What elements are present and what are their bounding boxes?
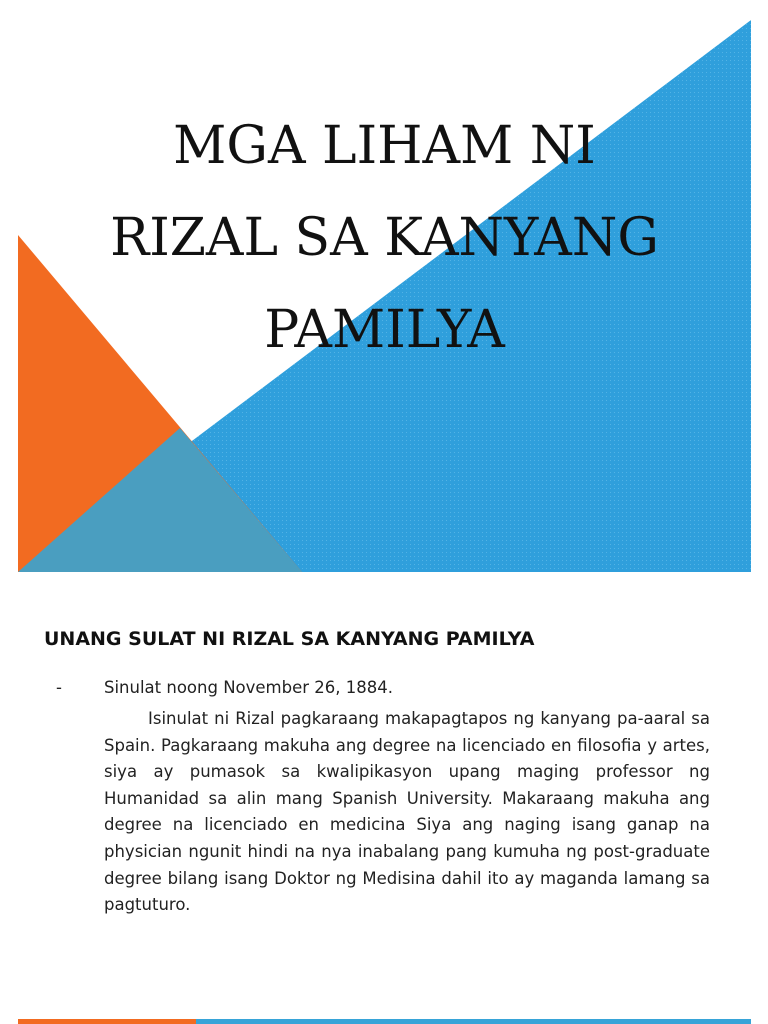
- bullet-item: [56, 678, 393, 697]
- content-slide: [18, 600, 751, 1024]
- title-line-2: RIZAL SA KANYANG: [110, 208, 659, 268]
- accent-bar-orange: [18, 1019, 196, 1024]
- bullet-dash: -: [56, 678, 62, 697]
- bullet-text: Sinulat noong November 26, 1884.: [104, 678, 394, 697]
- title-line-1: MGA LIHAM NI: [173, 116, 596, 176]
- title-line-3: PAMILYA: [264, 300, 505, 360]
- slide-title: [38, 100, 731, 376]
- body-paragraph: Isinulat ni Rizal pagkaraang makapagtapos ng kanyang pa-aaral sa Spain. Pagkaraang makuha ang degree na licenciado en filosofia y artes, siya ay pumasok sa kwalipikasyon upang maging professor ng Humanidad sa alin mang Spanish University. Makaraang makuha ang degree na licenciado en medicina Siya ang naging isang ganap na physician ngunit hindi na nya inabalang pang kumuha ng post-graduate degree bilang isang Doktor ng Medisina dahil ito ay maganda lamang sa pagtuturo.: [104, 709, 710, 915]
- accent-bar-blue: [196, 1019, 751, 1024]
- bottom-accent-bar: [18, 1019, 751, 1024]
- section-heading: UNANG SULAT NI RIZAL SA KANYANG PAMILYA: [44, 628, 535, 650]
- title-slide: [18, 20, 751, 572]
